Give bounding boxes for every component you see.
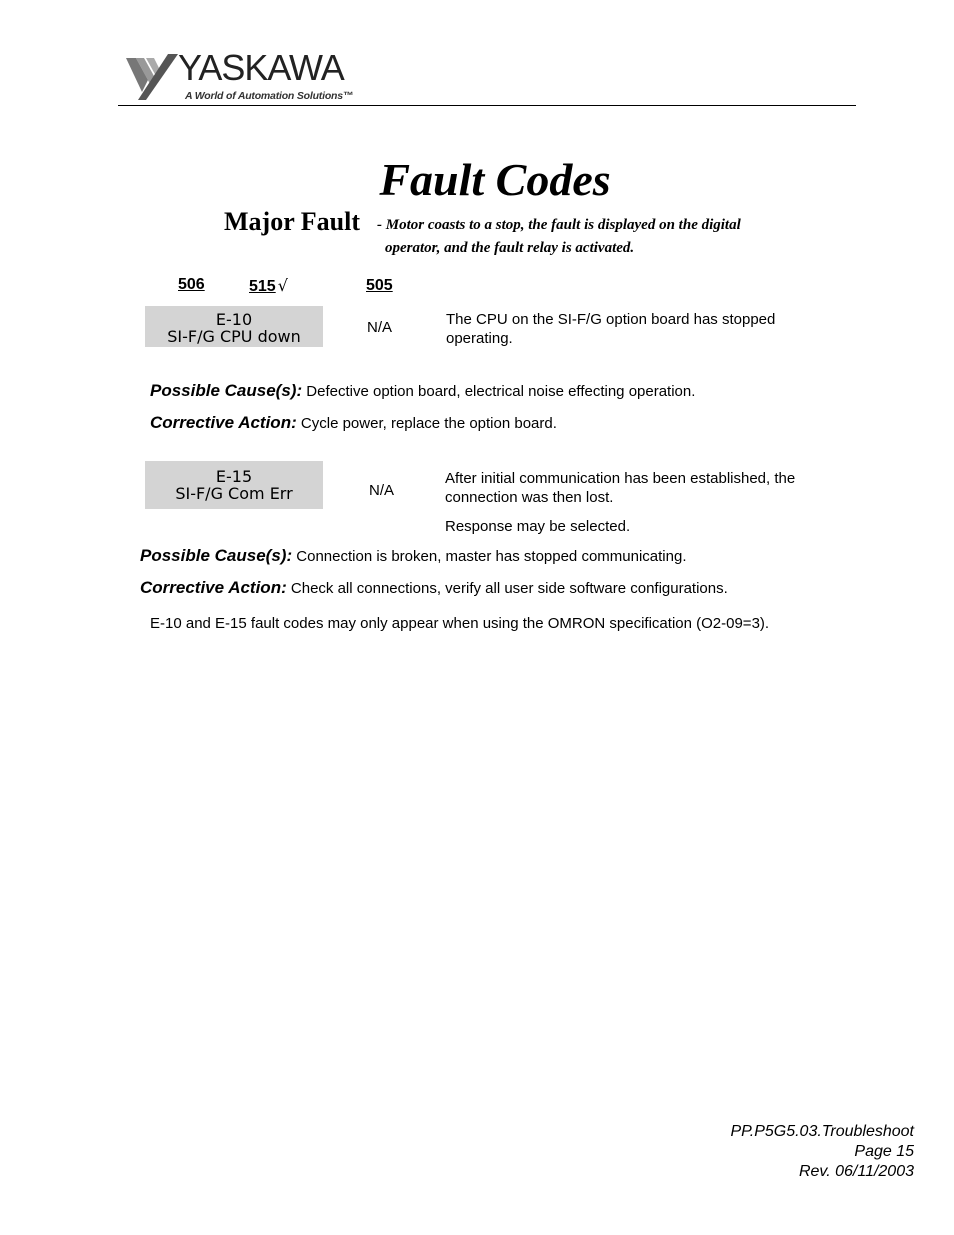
fault-name: SI-F/G CPU down xyxy=(167,327,301,346)
possible-cause-text: Defective option board, electrical noise effecting operation. xyxy=(306,383,696,400)
column-header-515 xyxy=(249,276,288,296)
brand-name: YASKAWA xyxy=(178,47,344,88)
fault-display-e10 xyxy=(145,306,323,347)
corrective-action-label: Corrective Action: xyxy=(150,413,297,432)
fault-name: SI-F/G Com Err xyxy=(175,484,293,503)
page-title: Fault Codes xyxy=(379,154,611,205)
footer-document-id: PP.P5G5.03.Troubleshoot xyxy=(730,1123,914,1140)
fault-type-description-cont: operator, and the fault relay is activated. xyxy=(385,240,635,256)
fault-type-description: - Motor coasts to a stop, the fault is displayed on the digital xyxy=(377,217,741,233)
fault-description: After initial communication has been established, the connection was then lost. xyxy=(445,470,796,506)
footer-revision: Rev. 06/11/2003 xyxy=(798,1163,914,1180)
fault-type-label: Major Fault xyxy=(224,207,360,236)
corrective-action-label: Corrective Action: xyxy=(140,578,287,597)
possible-cause-label: Possible Cause(s): xyxy=(150,381,303,400)
header-divider xyxy=(118,105,856,106)
corrective-action-text: Check all connections, verify all user side software configurations. xyxy=(290,580,728,597)
column-header-505: 505 xyxy=(366,277,393,294)
specification-note: E-10 and E-15 fault codes may only appear when using the OMRON specification (O2-09=3). xyxy=(150,615,770,632)
possible-cause xyxy=(150,381,695,401)
fault-display-e15 xyxy=(145,461,323,509)
corrective-action xyxy=(150,413,557,433)
column-header-515-label: 515 xyxy=(249,278,276,295)
corrective-action xyxy=(140,578,728,598)
check-mark-icon: √ xyxy=(277,276,288,295)
fault-response-note: Response may be selected. xyxy=(445,518,631,535)
corrective-action-text: Cycle power, replace the option board. xyxy=(300,415,557,432)
fault-505-value: N/A xyxy=(369,482,395,499)
footer-page-number: Page 15 xyxy=(854,1143,914,1160)
fault-description: The CPU on the SI-F/G option board has stopped operating. xyxy=(446,311,776,347)
fault-code: E-15 xyxy=(215,467,253,486)
possible-cause-label: Possible Cause(s): xyxy=(140,546,293,565)
column-header-506: 506 xyxy=(178,276,205,293)
possible-cause xyxy=(140,546,687,566)
possible-cause-text: Connection is broken, master has stopped communicating. xyxy=(296,548,687,565)
fault-code: E-10 xyxy=(215,310,253,329)
yaskawa-logo-icon xyxy=(124,52,180,102)
brand-tagline: A World of Automation Solutions™ xyxy=(185,90,354,102)
fault-505-value: N/A xyxy=(367,319,393,336)
